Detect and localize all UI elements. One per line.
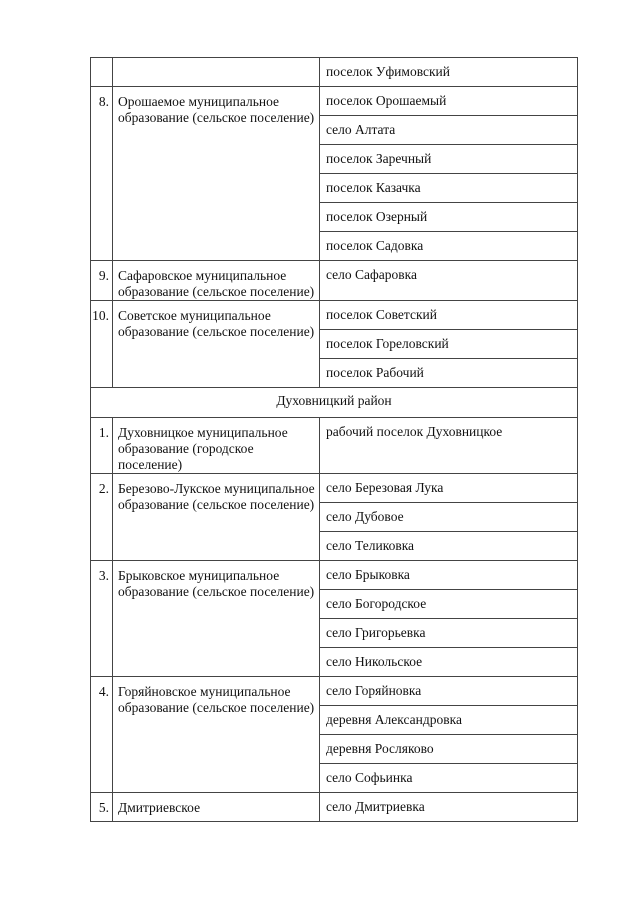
row-number: 1. xyxy=(91,418,113,474)
table-row xyxy=(91,677,578,706)
settlement-cell: поселок Горeловский xyxy=(320,330,578,359)
region-title: Духовницкий район xyxy=(91,388,578,418)
settlement-cell: деревня Александровка xyxy=(320,706,578,735)
region-header-row xyxy=(91,388,578,418)
row-number: 4. xyxy=(91,677,113,793)
table-row xyxy=(91,261,578,301)
municipality-name xyxy=(113,58,320,87)
municipality-name: Советское муниципальное образование (сельское поселение) xyxy=(113,301,320,388)
settlement-cell: село Сафаровка xyxy=(320,261,578,301)
settlement-cell: деревня Росляково xyxy=(320,735,578,764)
settlement-cell: поселок Орошаемый xyxy=(320,87,578,116)
municipality-name: Дмитриевское xyxy=(113,793,320,822)
settlement-cell: поселок Уфимовский xyxy=(320,58,578,87)
settlement-cell: село Теликовка xyxy=(320,532,578,561)
table-row xyxy=(91,58,578,87)
settlement-cell: село Богородское xyxy=(320,590,578,619)
settlement-cell: поселок Заречный xyxy=(320,145,578,174)
table-row xyxy=(91,301,578,330)
table-row xyxy=(91,561,578,590)
settlement-cell: село Березовая Лука xyxy=(320,474,578,503)
settlement-cell: село Софьинка xyxy=(320,764,578,793)
row-number: 10. xyxy=(91,301,113,388)
table-row xyxy=(91,418,578,474)
settlement-cell: поселок Советский xyxy=(320,301,578,330)
municipality-name: Духовницкое муниципальное образование (городское поселение) xyxy=(113,418,320,474)
municipality-name: Березово-Лукское муниципальное образование (сельское поселение) xyxy=(113,474,320,561)
row-number: 3. xyxy=(91,561,113,677)
municipality-name: Орошаемое муниципальное образование (сельское поселение) xyxy=(113,87,320,261)
settlement-cell: село Григорьевка xyxy=(320,619,578,648)
settlement-cell: поселок Рабочий xyxy=(320,359,578,388)
settlement-cell: село Брыковка xyxy=(320,561,578,590)
settlement-cell: село Горяйновка xyxy=(320,677,578,706)
settlement-cell: село Дубовое xyxy=(320,503,578,532)
settlements-table xyxy=(90,57,578,822)
settlement-cell: село Никольское xyxy=(320,648,578,677)
settlement-cell: село Дмитриевка xyxy=(320,793,578,822)
settlement-cell: поселок Садовка xyxy=(320,232,578,261)
settlement-cell: поселок Озерный xyxy=(320,203,578,232)
row-number xyxy=(91,58,113,87)
settlement-cell: поселок Казачка xyxy=(320,174,578,203)
table-row xyxy=(91,793,578,822)
settlement-cell: село Алтата xyxy=(320,116,578,145)
table-row xyxy=(91,474,578,503)
municipality-name: Сафаровское муниципальное образование (сельское поселение) xyxy=(113,261,320,301)
table-row xyxy=(91,87,578,116)
settlement-cell: рабочий поселок Духовницкое xyxy=(320,418,578,474)
row-number: 5. xyxy=(91,793,113,822)
row-number: 2. xyxy=(91,474,113,561)
municipality-name: Брыковское муниципальное образование (сельское поселение) xyxy=(113,561,320,677)
municipality-name: Горяйновское муниципальное образование (сельское поселение) xyxy=(113,677,320,793)
row-number: 9. xyxy=(91,261,113,301)
row-number: 8. xyxy=(91,87,113,261)
